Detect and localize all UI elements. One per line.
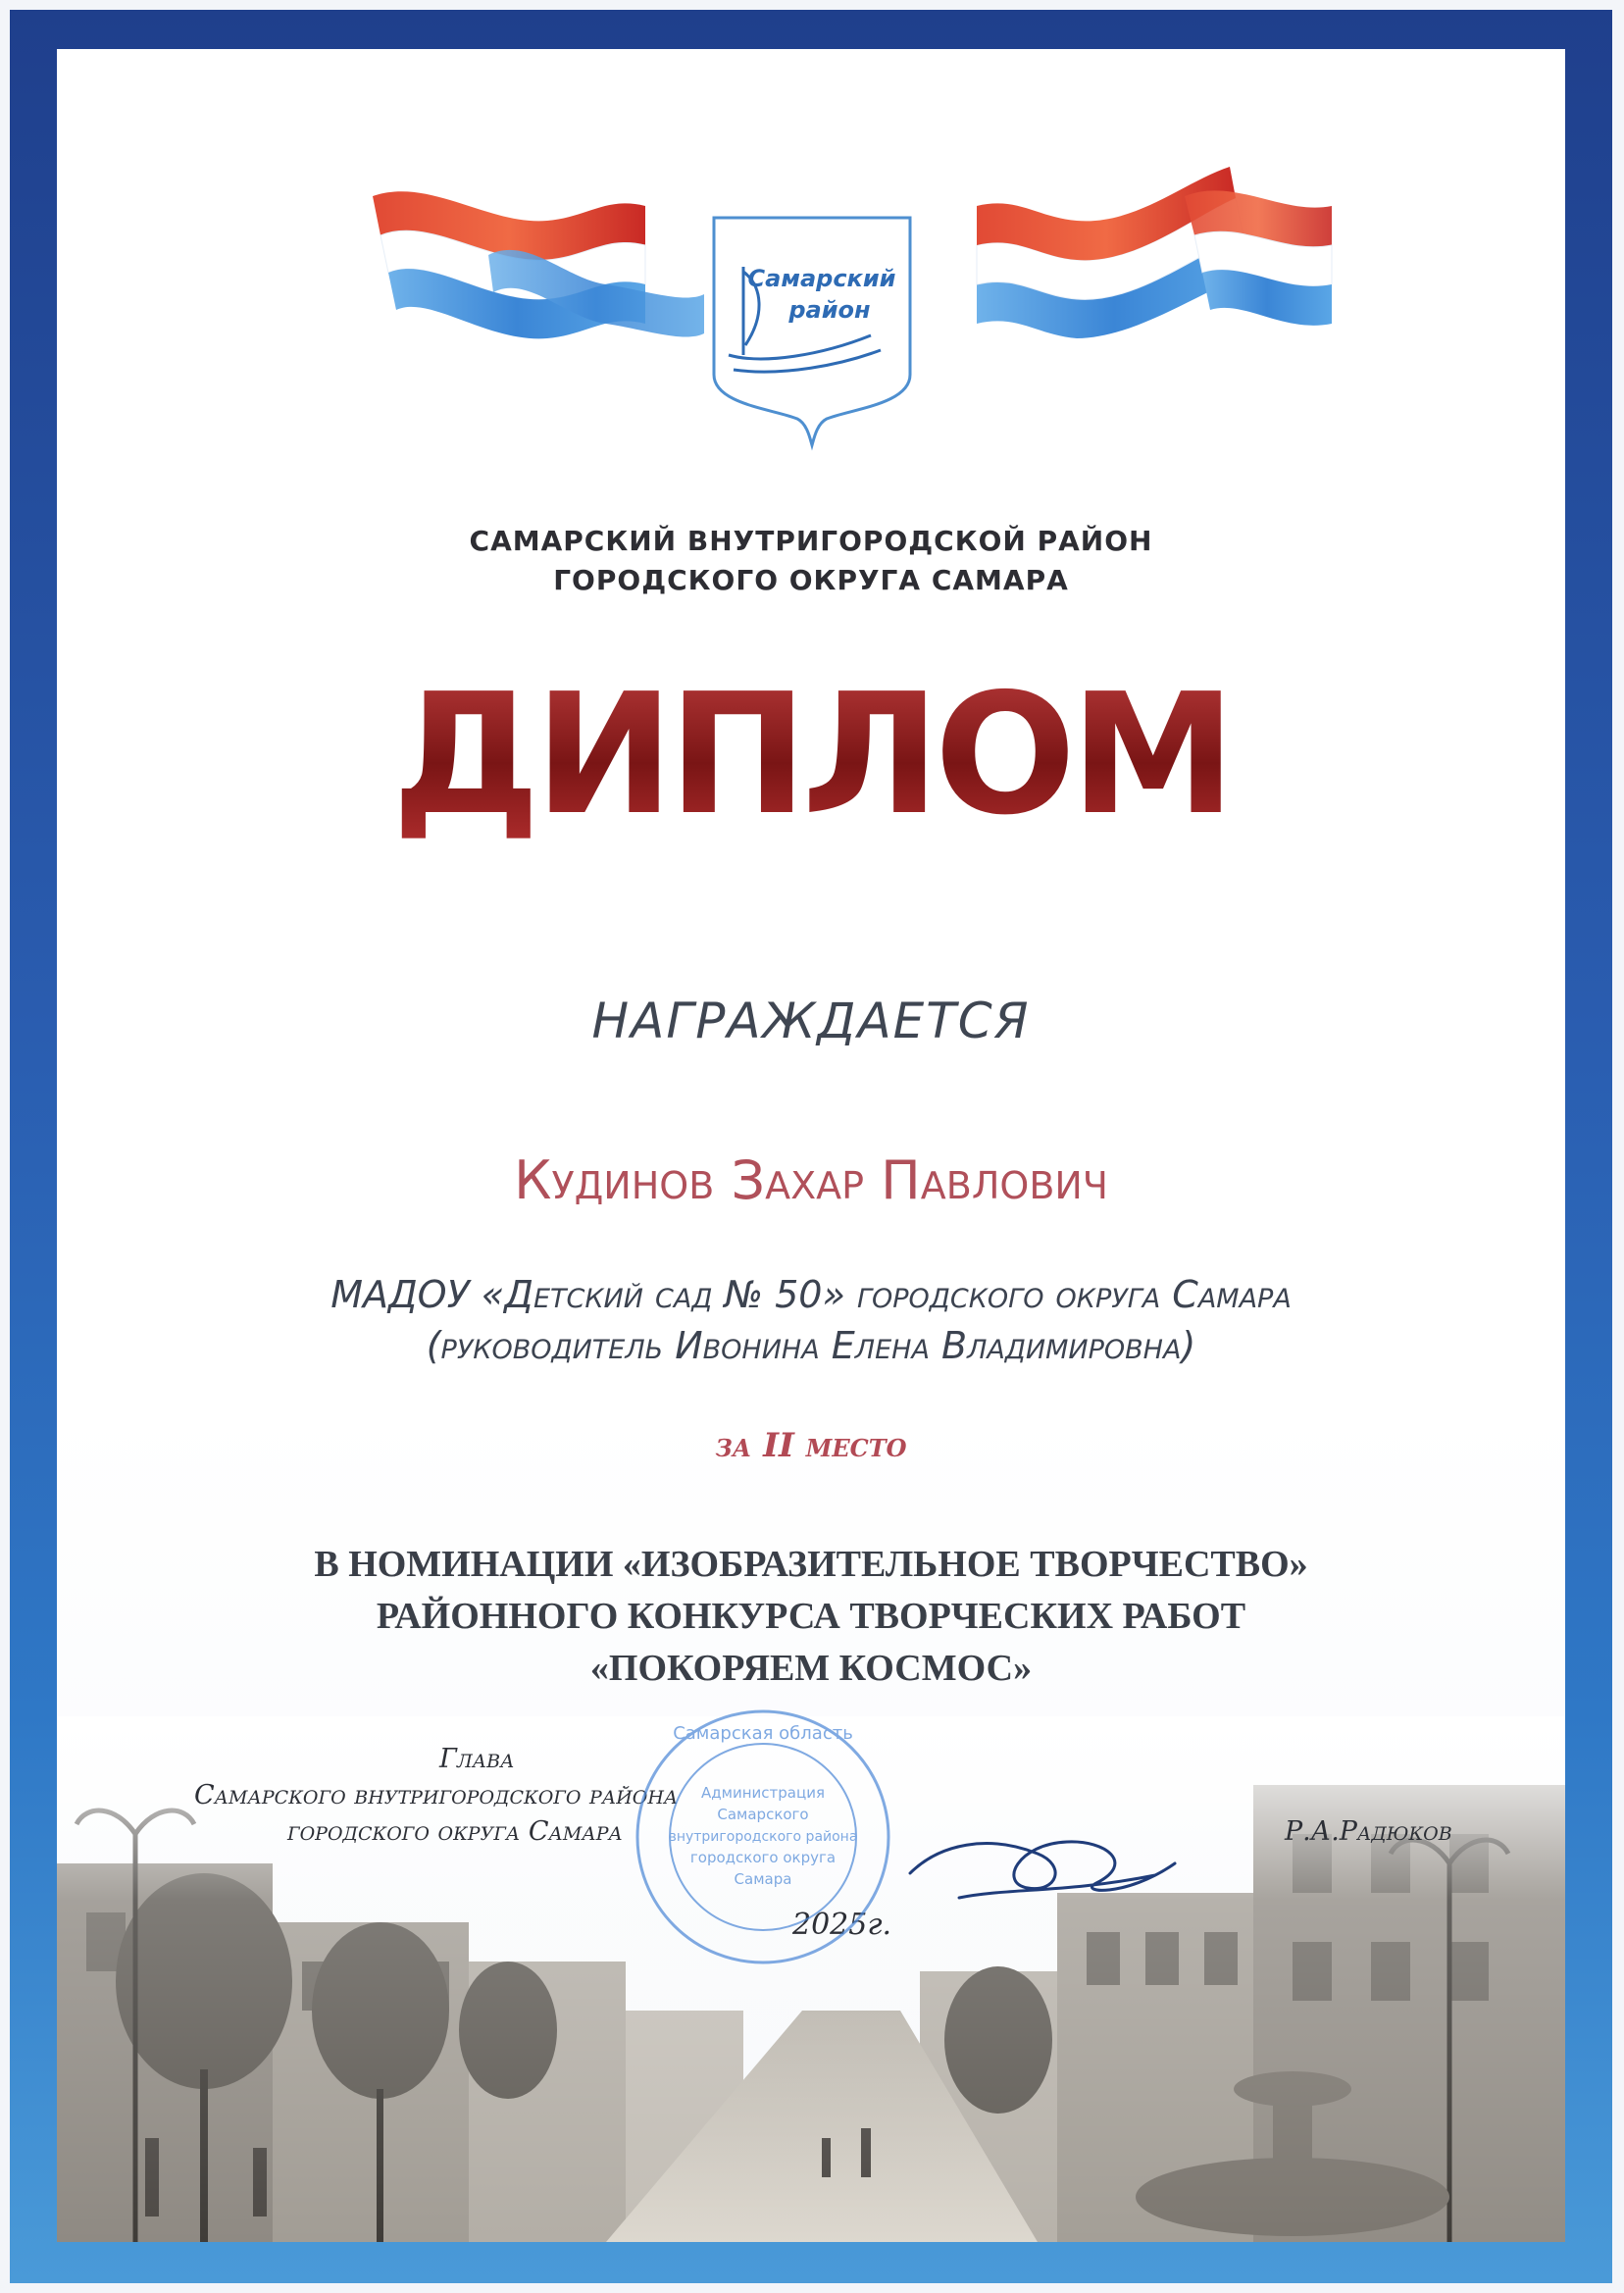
emblem-text-line1: Самарский <box>747 265 896 292</box>
signatory-title-2: Самарского внутригородского района <box>194 1780 679 1810</box>
signatory-name: Р.А.Радюков <box>1285 1816 1452 1847</box>
stamp-line-4: городского округа <box>689 1849 837 1866</box>
district-emblem <box>704 208 920 453</box>
institution-line-2: (руководитель Ивонина Елена Владимировна) <box>426 1324 1196 1367</box>
signature-date: 2025г. <box>792 1908 892 1942</box>
blue-border-frame <box>10 10 1612 2283</box>
award-place: за II место <box>715 1426 907 1465</box>
nomination-line-2: РАЙОННОГО КОНКУРСА ТВОРЧЕСКИХ РАБОТ <box>376 1596 1246 1637</box>
stamp-line-2: Самарского <box>717 1806 809 1823</box>
nomination-line-1: В НОМИНАЦИИ «ИЗОБРАЗИТЕЛЬНОЕ ТВОРЧЕСТВО» <box>314 1544 1308 1585</box>
institution-line-1: МАДОУ «Детский сад № 50» городского округа Самара <box>330 1273 1292 1316</box>
official-stamp <box>626 1700 900 1974</box>
handwritten-signature <box>900 1805 1194 1922</box>
org-line-2: ГОРОДСКОГО ОКРУГА САМАРА <box>553 564 1069 596</box>
stamp-ring-text: Самарская область <box>673 1723 853 1744</box>
stamp-line-3: внутригородского района <box>668 1829 858 1845</box>
nomination-line-3: «ПОКОРЯЕМ КОСМОС» <box>589 1648 1033 1689</box>
emblem-text-line2: район <box>788 296 871 324</box>
signatory-title-3: городского округа Самара <box>287 1816 623 1847</box>
awarded-heading: НАГРАЖДАЕТСЯ <box>591 993 1031 1049</box>
diploma-sheet <box>57 49 1565 2242</box>
stamp-line-5: Самара <box>734 1870 792 1888</box>
org-line-1: САМАРСКИЙ ВНУТРИГОРОДСКОЙ РАЙОН <box>469 525 1153 557</box>
recipient-name: Кудинов Захар Павлович <box>514 1149 1108 1211</box>
left-ribbon <box>373 191 704 338</box>
signatory-title-1: Глава <box>439 1744 515 1774</box>
right-ribbon <box>977 167 1332 338</box>
stamp-line-1: Администрация <box>701 1784 825 1802</box>
diploma-title: ДИПЛОМ <box>57 672 1565 839</box>
